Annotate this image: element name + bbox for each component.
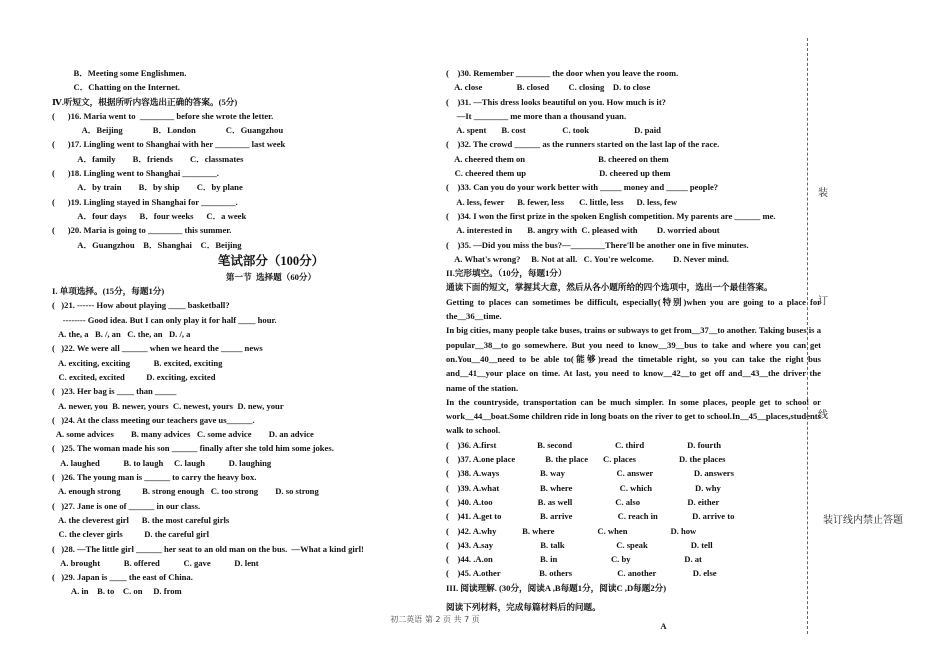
question-line: ( )19. Lingling stayed in Shanghai for ________. bbox=[52, 196, 238, 207]
question-line: I. 单项选择。(15分，每题1分) bbox=[52, 286, 165, 297]
question-line: A. spent B. cost C. took D. paid bbox=[446, 125, 661, 136]
cloze-option-row: ( )38. A.ways B. way C. answer D. answers bbox=[446, 468, 734, 479]
question-line: A．four days B．four weeks C．a week bbox=[52, 210, 247, 221]
cloze-option-row: ( )41. A.get to B. arrive C. reach in D. arrive to bbox=[446, 511, 735, 522]
reading-header: III. 阅读理解. (30分，阅读A ,B每题1分，阅读C ,D每题2分) bbox=[446, 582, 667, 593]
question-line: -------- Good idea. But I can only play it for half ____ hour. bbox=[52, 314, 277, 325]
cloze-paragraph: Getting to places can sometimes be difficult, especially(特别)when you are going to a place for the__36__time. bbox=[446, 296, 821, 322]
question-line: ( )34. I won the first prize in the spoken English competition. My parents are ______ me. bbox=[446, 210, 776, 221]
left-column bbox=[52, 66, 430, 599]
question-line: A. What's wrong? B. Not at all. C. You're welcome. D. Never mind. bbox=[446, 253, 729, 264]
reading-passage-label: A bbox=[660, 621, 667, 632]
question-line: ( )25. The woman made his son ______ finally after she told him some jokes. bbox=[52, 443, 334, 454]
cloze-option-row: ( )39. A.what B. where C. which D. why bbox=[446, 482, 721, 493]
question-line: A．by train B．by ship C．by plane bbox=[52, 182, 243, 193]
question-line: C. cheered them up D. cheered up them bbox=[446, 168, 671, 179]
cloze-option-row: ( )44. .A.on B. in C. by D. at bbox=[446, 554, 702, 565]
question-line: ( )21. ------ How about playing ____ basketball? bbox=[52, 300, 230, 311]
cloze-paragraph: In big cities, many people take buses, trains or subways to get from__37__to another. Taking buses is a popular__38__to go somewhere. But you need to know__39__bus to take and where you can get on.You__40__need to be able to(能够)read the timetable right, so you can take the right bus and__41__your place on time. At last, you need to know__42__to get off and__43__the driver the name of the station. bbox=[446, 325, 821, 393]
question-line: A．Guangzhou B．Shanghai C．Beijing bbox=[52, 239, 242, 250]
question-line: A. close B. closed C. closing D. to close bbox=[446, 82, 651, 93]
cloze-option-row: ( )43. A.say B. talk C. speak D. tell bbox=[446, 539, 713, 550]
question-line: A. exciting, exciting B. excited, exciting bbox=[52, 357, 223, 368]
question-line: ( )16. Maria went to ________ before she wrote the letter. bbox=[52, 110, 274, 121]
binding-label-ding: 订 bbox=[818, 296, 828, 307]
question-line: ( )23. Her bag is ____ than _____ bbox=[52, 386, 177, 397]
cloze-option-row: ( )40. A.too B. as well C. also D. either bbox=[446, 496, 720, 507]
question-line: A. some advices B. many advices C. some advice D. an advice bbox=[52, 429, 314, 440]
question-line: ( )30. Remember ________ the door when you leave the room. bbox=[446, 68, 679, 78]
question-line: —It ________ me more than a thousand yuan. bbox=[446, 110, 627, 121]
question-line: A. enough strong B. strong enough C. too strong D. so strong bbox=[52, 486, 319, 497]
cloze-paragraph: In the countryside, transportation can be much simpler. In some places, people get to school or work__44__boat.Some children ride in long boats on the river to get to school.In__45__places,students walk to school. bbox=[446, 396, 821, 436]
binding-label-zhuang: 装 bbox=[818, 188, 828, 199]
cloze-option-row: ( )45. A.other B. others C. another D. else bbox=[446, 568, 717, 579]
question-line: A. brought B. offered C. gave D. lent bbox=[52, 557, 259, 568]
cloze-option-row: ( )37. A.one place B. the place C. places D. the places bbox=[446, 454, 726, 465]
question-line: A. interested in B. angry with C. pleased with D. worried about bbox=[446, 225, 720, 236]
reading-instruction: 阅读下列材料，完成每篇材料后的问题。 bbox=[446, 601, 601, 612]
binding-notice: 装订线内禁止答题 bbox=[823, 515, 903, 526]
cloze-option-row: ( )36. A.first B. second C. third D. fourth bbox=[446, 439, 721, 450]
question-line: ( )24. At the class meeting our teachers gave us______. bbox=[52, 414, 255, 425]
question-line: ( )18. Lingling went to Shanghai ________. bbox=[52, 168, 219, 179]
question-line: II.完形填空。（10分，每题1分） bbox=[446, 268, 567, 279]
question-line: C．Chatting on the Internet. bbox=[52, 82, 180, 93]
question-line: ( )26. The young man is ______ to carry the heavy box. bbox=[52, 472, 257, 483]
question-line: ( )31. —This dress looks beautiful on you. How much is it? bbox=[446, 96, 666, 107]
cloze-option-row: ( )42. A.why B. where C. when D. how bbox=[446, 525, 697, 536]
binding-dashed-line bbox=[807, 38, 808, 634]
question-line: 通读下面的短文，掌握其大意，然后从各小题所给的四个选项中，选出一个最佳答案。 bbox=[446, 282, 773, 293]
question-line: ( )33. Can you do your work better with _____ money and _____ people? bbox=[446, 182, 719, 193]
question-line: ( )35. —Did you miss the bus?—________There'll be another one in five minutes. bbox=[446, 239, 749, 250]
question-line: C. the clever girls D. the careful girl bbox=[52, 529, 209, 540]
question-line: A. laughed B. to laugh C. laugh D. laughing bbox=[52, 457, 272, 468]
question-line: ( )22. We were all ______ when we heard the _____ news bbox=[52, 343, 263, 354]
question-line: A. in B. to C. on D. from bbox=[52, 586, 182, 597]
question-line: A．Beijing B．London C．Guangzhou bbox=[52, 125, 284, 136]
question-line: ( )27. Jane is one of ______ in our class. bbox=[52, 500, 201, 511]
question-line: A．family B．friends C．classmates bbox=[52, 153, 244, 164]
page-footer: 初二英语 第 2 页 共 7 页 bbox=[390, 615, 480, 624]
question-line: Ⅳ.听短文，根据所听内容选出正确的答案。(5分) bbox=[52, 96, 238, 107]
question-line: ( )32. The crowd ______ as the runners started on the last lap of the race. bbox=[446, 139, 720, 150]
question-line: ( )20. Maria is going to ________ this summer. bbox=[52, 225, 232, 236]
subsection-title: 第一节 选择题（60分） bbox=[225, 271, 317, 282]
question-line: A. less, fewer B. fewer, less C. little, less D. less, few bbox=[446, 196, 678, 207]
question-line: ( )28. —The little girl ______ her seat to an old man on the bus. —What a kind girl! bbox=[52, 543, 364, 554]
right-column bbox=[446, 66, 821, 634]
question-line: B．Meeting some Englishmen. bbox=[52, 68, 187, 78]
question-line: ( )29. Japan is ____ the east of China. bbox=[52, 572, 193, 583]
section-title: 笔试部分（100分） bbox=[217, 253, 325, 268]
question-line: A. the, a B. /, an C. the, an D. /, a bbox=[52, 329, 191, 340]
question-line: A. the cleverest girl B. the most careful girls bbox=[52, 514, 230, 525]
question-line: C. excited, excited D. exciting, excited bbox=[52, 371, 216, 382]
question-line: A. newer, you B. newer, yours C. newest, yours D. new, your bbox=[52, 400, 284, 411]
question-line: ( )17. Lingling went to Shanghai with her ________ last week bbox=[52, 139, 286, 150]
binding-label-xian: 线 bbox=[818, 410, 828, 421]
question-line: A. cheered them on B. cheered on them bbox=[446, 153, 669, 164]
